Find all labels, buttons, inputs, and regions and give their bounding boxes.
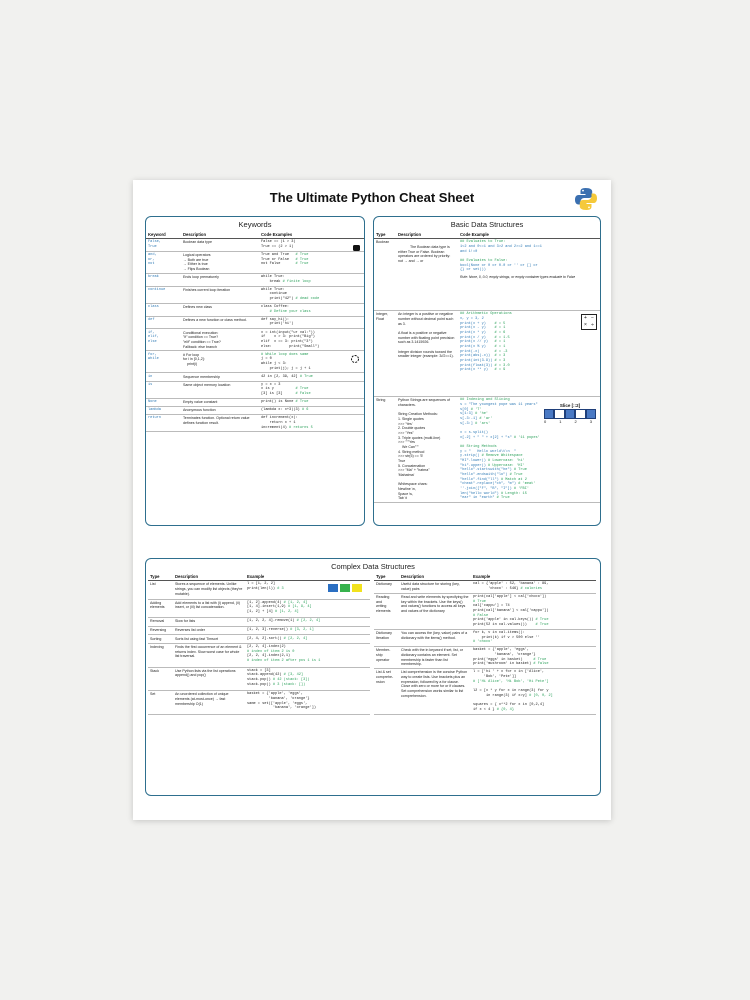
complex-description-cell: You can access the (key, value) pairs of a dictionary with the items() method. xyxy=(399,629,471,646)
code-comment: ## Evaluates to True: xyxy=(460,240,506,245)
complex-description-cell: Useful data structure for storing (key, value) pairs xyxy=(399,581,471,594)
complex-type-cell: Dictionary Iteration xyxy=(374,629,399,646)
code-comment: # = -3 xyxy=(494,349,508,354)
basic-desc-cell xyxy=(396,239,458,311)
keyword-row xyxy=(146,381,364,398)
basic-code-text: ## Indexing and Slicing s = "The youngest pope was 11 years" s[0] # 'T' s[1:3] # 'he' s[-3:-1] # 'ar' s[-3:] # 'ars' x = s.split() x[-2] + " " + x[2] + "s" # '11 popes' ## String Methods y = " Hello world\t\n " y.strip() # Remove Whitespace "HI".lower() # Lowercase: 'hi' "hi".upper() # Uppercase: 'HI' "hello".startswith("he") # True "hello".endswith("lo") # True "hello".find("ll") # Match at 2 "cheat".replace("ch", "m") # 'meat' ''.join(["F", "B", "I"]) # 'FBI' len("hello world") # Length: 15 "ear" in "earth" # True xyxy=(460,398,540,501)
complex-row xyxy=(148,643,370,667)
complex-example-cell: l = [1, 2, 2] print(len(l)) # 3 xyxy=(245,581,370,600)
code-comment: # 42 (stack: [3]) xyxy=(272,678,310,683)
complex-columns xyxy=(146,573,600,715)
keywords-header-description: Description xyxy=(181,231,259,239)
slice-label: Slice [::2] xyxy=(559,403,581,408)
complex-left-body xyxy=(148,581,370,715)
slice-box-filled xyxy=(586,409,596,419)
code-comment: # = 1 xyxy=(494,326,506,331)
keyword-code-cell: class Coffee: # Define your class xyxy=(259,303,364,316)
keyword-code-cell: False == (1 > 3) True == (2 > 1) xyxy=(259,239,364,252)
keyword-description-cell: Boolean data type xyxy=(181,239,259,252)
code-comment: # index of item 2 after pos 1 is 1 xyxy=(247,659,321,664)
complex-row xyxy=(374,593,596,629)
code-comment: ## String Methods xyxy=(460,444,497,449)
code-comment: # 'choco' xyxy=(473,640,493,645)
complex-example-cell: cal = {'apple' : 52, 'banana' : 89, 'choco' : 546} # calories xyxy=(471,581,596,594)
keyword-description-cell: Anonymous function xyxy=(181,406,259,414)
complex-description-cell: Use Python lists via the list operations append() and pop() xyxy=(173,667,245,691)
basic-note-text: Rule: None, 0, 0.0, empty strings, or empty container types evaluate to False xyxy=(460,274,576,279)
keyword-description-cell: Same object memory location xyxy=(181,381,259,398)
code-comment: # {0, 4} xyxy=(496,707,514,712)
keyword-code-cell: (lambda x: x+3)(3) # 6 xyxy=(259,406,364,414)
slice-index: 2 xyxy=(574,418,577,424)
code-comment: # True xyxy=(513,468,527,473)
slice-box-filled xyxy=(544,409,554,419)
complex-example-cell: print(cal['apple'] < cal['choco']) # True cal['cappu'] = 74 print(cal['banana'] < cal['cappu']) # False print('apple' in cal.keys()) # True print(52 in cal.values()) # True xyxy=(471,593,596,629)
code-comment: ## Evaluates to False: xyxy=(460,258,508,263)
keyword-cell: None xyxy=(146,398,181,406)
code-comment: # = 5 xyxy=(494,321,506,326)
complex-row xyxy=(148,618,370,627)
code-comment: # [2, 2, 4] xyxy=(296,619,321,624)
keyword-row xyxy=(146,414,364,431)
code-comment: # While loop does same xyxy=(261,352,309,357)
keyword-code-cell: 42 in [2, 39, 42] # True xyxy=(259,373,364,381)
code-comment: # True xyxy=(509,472,523,477)
keywords-header-code: Code Examples xyxy=(259,231,364,239)
code-comment: # index of item 2 is 0 xyxy=(247,649,295,654)
code-comment: # '11 popes' xyxy=(513,435,540,440)
basic-type-cell: Boolean xyxy=(374,239,396,311)
keyword-cell: and, or, not xyxy=(146,251,181,273)
code-comment: # 'FBI' xyxy=(513,486,530,491)
complex-type-cell: Member- ship operator xyxy=(374,647,399,669)
slice-boxes xyxy=(544,409,596,419)
keyword-row xyxy=(146,406,364,414)
code-comment: # True xyxy=(295,387,309,392)
complex-left-header-description: Description xyxy=(173,573,245,581)
code-comment: # = 3 xyxy=(494,354,506,359)
code-comment: # ['Hi Alice', 'Hi Bob', 'Hi Pete'] xyxy=(473,679,549,684)
basic-desc-cell: An integer is a positive or negative number without decimal point such as 3. A float is a positive or negative number with floating point precision such as 3.1415926. Integer division rounds toward the smaller integer (example: 3//2==1). xyxy=(396,311,458,397)
code-comment: # dead code xyxy=(295,297,320,302)
code-comment: # 'ar' xyxy=(479,416,493,421)
complex-row xyxy=(374,647,596,669)
slice-box-empty xyxy=(575,409,585,419)
basic-type-cell: String xyxy=(374,397,396,503)
keyword-code-cell: y = x = 3 x is y # True [3] is [3] # False xyxy=(259,381,364,398)
slice-index: 3 xyxy=(589,418,592,424)
complex-type-cell: Removal xyxy=(148,618,173,627)
basic-code-text: ## Arithmetic Operations x, y = 3, 2 print(x + y) # = 5 print(x - y) # = 1 print(x * y) # = 6 print(x / y) # = 1.5 print(x // y) # = 1 print(x % y) # = 1 print(-x) # = -3 print(abs(-x)) # = 3 print(int(3.9)) # = 3 print(float(3)) # = 3.0 print(x ** y) # = 9 xyxy=(460,312,512,373)
complex-example-cell: [2, 2, 4].index(2) # index of item 2 is 0 [2, 2, 4].index(2,1) # index of item 2 after pos 1 is 1 xyxy=(245,643,370,667)
keyword-description-cell: Defines a new function or class method. xyxy=(181,316,259,329)
basic-code-cell xyxy=(458,239,600,311)
complex-type-cell: Dictionary xyxy=(374,581,399,594)
keyword-row xyxy=(146,373,364,381)
basic-row-number xyxy=(374,311,600,397)
complex-right-header-description: Description xyxy=(399,573,471,581)
loop-icon xyxy=(350,354,360,364)
basic-header-description: Description xyxy=(396,231,458,239)
basic-code-text: ## Evaluates to True: 1<2 and 0<=1 and 3>2 and 2>=2 and 1==1 and 1!=0 ## Evaluates to False: bool(None or 0 or 0.0 or '' or [] or {} or set()) xyxy=(460,240,542,273)
keyword-description-cell: # For loop for i in [0,1,2]: print(i) xyxy=(181,351,259,373)
basic-row-boolean xyxy=(374,239,600,311)
complex-right-table xyxy=(374,573,596,715)
code-comment: # = 1 xyxy=(494,340,506,345)
code-comment: # True xyxy=(295,262,309,267)
keyword-cell: class xyxy=(146,303,181,316)
code-comment: # [1, 9, 4] xyxy=(287,605,312,610)
code-comment: # False xyxy=(533,662,549,667)
complex-description-cell: Sorts list using fast Timsort xyxy=(173,635,245,644)
slice-box-filled xyxy=(565,409,575,419)
complex-example-cell: [1, 2, 2, 4].remove(1) # [2, 2, 4] xyxy=(245,618,370,627)
complex-panel-title: Complex Data Structures xyxy=(331,562,415,571)
code-comment: # 6 xyxy=(301,408,309,413)
keyword-row xyxy=(146,329,364,351)
complex-right-body xyxy=(374,581,596,715)
complex-row xyxy=(148,635,370,644)
keyword-description-cell: Defines new class xyxy=(181,303,259,316)
keyword-row xyxy=(146,351,364,373)
sheet-title: The Ultimate Python Cheat Sheet xyxy=(269,190,475,205)
keyword-description-cell: Logical operators → Both are true → Either is true → Flips Boolean xyxy=(181,251,259,273)
code-comment: # = 6 xyxy=(494,330,506,335)
keyword-description-cell: Finishes current loop iteration xyxy=(181,286,259,303)
complex-description-cell: List comprehension is the concise Python way to create lists. Use brackets plus an expression, followed by a for clause. Close with zero or more for or if clauses. Set comprehension works similar to list comprehension. xyxy=(399,669,471,714)
keyword-cell: def xyxy=(146,316,181,329)
keyword-code-cell: True and True # True True or False # True not False # True xyxy=(259,251,364,273)
complex-example-cell: basket = {'apple', 'eggs', 'banana', 'orange'} same = set(['apple', 'eggs', 'banana', 'orange']) xyxy=(245,691,370,715)
code-comment: # 'he' xyxy=(475,412,489,417)
keyword-row xyxy=(146,273,364,286)
basic-row-string xyxy=(374,397,600,503)
code-comment: # [2, 2, 4] xyxy=(283,636,308,641)
keyword-cell: continue xyxy=(146,286,181,303)
complex-description-cell: Reverses list order xyxy=(173,626,245,635)
complex-type-cell: Stack xyxy=(148,667,173,691)
complex-left-table xyxy=(148,573,370,715)
basic-desc-cell: Python Strings are sequences of characters. String Creation Methods: 1. Single quotes >>> 'Yes' 2. Double quotes >>> "Yes" 3. Triple quotes (multi-line) >>> """Yes We Can""" 4. String method >>> str(5) == '5' True 5. Concatenation >>> "Ma" + "hatma" 'Mahatma' Whitespace chars: Newline \n, Space \s, Tab \t xyxy=(396,397,458,503)
list-block xyxy=(340,584,350,592)
basic-type-cell: Integer, Float xyxy=(374,311,396,397)
code-comment: # returns 5 xyxy=(289,425,313,430)
complex-example-cell: basket = {'apple', 'eggs', 'banana', 'orange'} print('eggs' in basket) # True print('mushroom' in basket) # False xyxy=(471,647,596,669)
code-comment: ## Indexing and Slicing xyxy=(460,398,510,403)
basic-desc-text: The Boolean data type is either True or False. Boolean operators are ordered by priority: not → and → or xyxy=(398,244,451,263)
complex-type-cell: Adding elements xyxy=(148,599,173,618)
slice-indices xyxy=(544,419,592,424)
keyword-cell: break xyxy=(146,273,181,286)
complex-row xyxy=(148,691,370,715)
keyword-cell: False, True xyxy=(146,239,181,252)
keyword-row xyxy=(146,398,364,406)
keywords-panel-title: Keywords xyxy=(238,220,272,229)
keyword-row xyxy=(146,251,364,273)
code-comment: # Define your class xyxy=(269,309,311,314)
keywords-table xyxy=(146,231,364,432)
complex-row xyxy=(374,629,596,646)
complex-left-header-example: Example xyxy=(245,573,370,581)
keyword-row xyxy=(146,239,364,252)
list-block xyxy=(328,584,338,592)
code-comment: # [3, 2, 1] xyxy=(290,627,314,632)
complex-type-cell: Indexing xyxy=(148,643,173,667)
slice-diagram xyxy=(544,403,596,424)
keyword-cell: is xyxy=(146,381,181,398)
code-comment: # True xyxy=(295,252,309,257)
keyword-description-cell: Empty value constant xyxy=(181,398,259,406)
code-comment: # = 1 xyxy=(494,344,506,349)
basic-code-cell xyxy=(458,311,600,397)
code-comment: # True xyxy=(299,374,313,379)
basic-header-code: Code Example xyxy=(458,231,600,239)
complex-description-cell: Read and write elements by specifying the key within the brackets. Use the keys() and values() functions to access all keys and values of the dictionary xyxy=(399,593,471,629)
keyword-cell: for, while xyxy=(146,351,181,373)
complex-row xyxy=(148,667,370,691)
complex-description-cell: Stores a sequence of elements. Unlike strings, you can modify list objects (they're mutable). xyxy=(173,581,245,600)
complex-description-cell: Add elements to a list with (i) append, (ii) insert, or (iii) list concatenation. xyxy=(173,599,245,618)
code-comment: # Remove Whitespace xyxy=(481,454,523,459)
keywords-header-keyword: Keyword xyxy=(146,231,181,239)
keyword-code-cell: x = int(input("ur val:")) if x > 3: print("Big") elif x == 3: print("3") else: print("Small") xyxy=(259,329,364,351)
complex-description-cell: Check with the in keyword if set, list, or dictionary contains an element. Set membership is faster than list membership. xyxy=(399,647,471,669)
complex-description-cell: Finds the first occurrence of an element & returns index. Slow worst case for whole list traversal. xyxy=(173,643,245,667)
thumbs-icon xyxy=(353,245,360,251)
list-block xyxy=(352,584,362,592)
code-comment: # 'meat' xyxy=(518,482,536,487)
code-comment: # True xyxy=(535,618,549,623)
complex-type-cell: List xyxy=(148,581,173,600)
keywords-panel xyxy=(145,216,365,526)
complex-data-structures-panel xyxy=(145,558,601,796)
code-comment: # Length: 15 xyxy=(500,491,527,496)
complex-type-cell: Reversing xyxy=(148,626,173,635)
complex-example-cell: [1, 2, 3].reverse() # [3, 2, 1] xyxy=(245,626,370,635)
keyword-code-cell: print() is None # True xyxy=(259,398,364,406)
code-comment: # True xyxy=(295,400,309,405)
code-comment: # = 1.5 xyxy=(494,335,510,340)
code-comment: # 3 xyxy=(277,586,284,591)
complex-right-header-type: Type xyxy=(374,573,399,581)
keyword-cell: lambda xyxy=(146,406,181,414)
keyword-description-cell: Ends loop prematurely xyxy=(181,273,259,286)
cheat-sheet-poster xyxy=(133,180,611,820)
code-comment: # False xyxy=(295,392,311,397)
code-comment: # Lowercase: 'hi' xyxy=(488,458,525,463)
complex-type-cell: List & set comprehe- nsion xyxy=(374,669,399,714)
code-comment: # = 9 xyxy=(494,368,506,373)
keyword-code-cell: def say_hi(): print('hi') xyxy=(259,316,364,329)
code-comment: # 3 (stack: []) xyxy=(272,682,306,687)
complex-row xyxy=(148,599,370,618)
code-comment: # calories xyxy=(520,586,543,591)
complex-row xyxy=(374,581,596,594)
keyword-cell: return xyxy=(146,414,181,431)
slice-index: 0 xyxy=(544,418,547,424)
complex-example-cell: [1, 2].append(4) # [1, 2, 4] [1, 4].insert(1,9) # [1, 9, 4] [1, 2] + [4] # [1, 2, 4] xyxy=(245,599,370,618)
complex-row xyxy=(148,626,370,635)
code-comment: # True xyxy=(533,657,547,662)
keyword-code-cell: def increment(x): return x + 1 increment(4) # returns 5 xyxy=(259,414,364,431)
code-comment: # True xyxy=(496,496,510,501)
keyword-description-cell: Conditional execution: "if" condition == True? "elif" condition == True? Fallback: else branch xyxy=(181,329,259,351)
python-logo-icon xyxy=(573,186,599,212)
code-comment: # [1, 2, 4] xyxy=(275,610,299,615)
keyword-code-cell: while True: break # finite loop xyxy=(259,273,364,286)
code-comment: # = 3.0 xyxy=(494,363,510,368)
slice-box-empty xyxy=(554,409,564,419)
list-blocks-icon xyxy=(328,584,364,592)
complex-example-cell: for k, v in cal.items(): print(k) if v > 500 else '' # 'choco' xyxy=(471,629,596,646)
basic-header-type: Type xyxy=(374,231,396,239)
code-comment: # 'ars' xyxy=(475,421,491,426)
complex-example-cell: stack = [3] stack.append(42) # [3, 42] stack.pop() # 42 (stack: [3]) stack.pop() # 3 (stack: []) xyxy=(245,667,370,691)
basic-data-structures-panel xyxy=(373,216,601,526)
code-comment: # Match at 2 xyxy=(500,477,527,482)
code-comment: # = 3 xyxy=(494,358,506,363)
code-comment: # True xyxy=(535,622,549,627)
basic-table xyxy=(374,231,600,503)
keyword-row xyxy=(146,303,364,316)
basic-panel-title: Basic Data Structures xyxy=(450,220,524,229)
complex-row xyxy=(374,669,596,714)
keyword-code-cell: # While loop does same j = 0 while j < 3: print(j); j = j + 1 xyxy=(259,351,364,373)
code-comment: ## Arithmetic Operations xyxy=(460,312,512,317)
keyword-code-cell: while True: continue print("42") # dead code xyxy=(259,286,364,303)
code-comment: # True xyxy=(295,257,309,262)
calculator-icon: + − × ÷ xyxy=(581,314,597,330)
keyword-description-cell: Terminates function. Optional return value defines function result. xyxy=(181,414,259,431)
complex-row xyxy=(148,581,370,600)
complex-type-cell: Reading and writing elements xyxy=(374,593,399,629)
code-comment: # [1, 2, 4] xyxy=(283,600,308,605)
keywords-table-body xyxy=(146,239,364,432)
code-comment: # True xyxy=(473,599,486,604)
keyword-row xyxy=(146,286,364,303)
code-comment: # Uppercase: 'HI' xyxy=(488,463,525,468)
complex-description-cell: Slow for lists xyxy=(173,618,245,627)
code-comment: # False xyxy=(473,613,489,618)
keyword-description-cell: Sequence membership xyxy=(181,373,259,381)
code-comment: # [0, 0, 2] xyxy=(529,693,553,698)
complex-example-cell: [2, 4, 2].sort() # [2, 2, 4] xyxy=(245,635,370,644)
basic-code-cell xyxy=(458,397,600,503)
code-comment: # 'T' xyxy=(470,407,482,412)
complex-example-cell: l = ['hi ' + x for x in ['Alice', 'Bob', 'Pete']] # ['Hi Alice', 'Hi Bob', 'Hi Pete'] l2 = [x * y for x in range(3) for y in range(3) if x>y] # [0, 0, 2] squares = { x**2 for x in [0,2,4] if x < 4 } # {0, 4} xyxy=(471,669,596,714)
complex-left-header-type: Type xyxy=(148,573,173,581)
code-comment: # [3, 42] xyxy=(283,673,304,678)
keyword-cell: if, elif, else xyxy=(146,329,181,351)
complex-type-cell: Sorting xyxy=(148,635,173,644)
complex-type-cell: Set xyxy=(148,691,173,715)
keyword-row xyxy=(146,316,364,329)
complex-right-header-example: Example xyxy=(471,573,596,581)
slice-index: 1 xyxy=(559,418,562,424)
keyword-cell: in xyxy=(146,373,181,381)
complex-description-cell: An unordered collection of unique elements (at-most-once) → fast membership O(1) xyxy=(173,691,245,715)
code-comment: # finite loop xyxy=(282,279,311,284)
